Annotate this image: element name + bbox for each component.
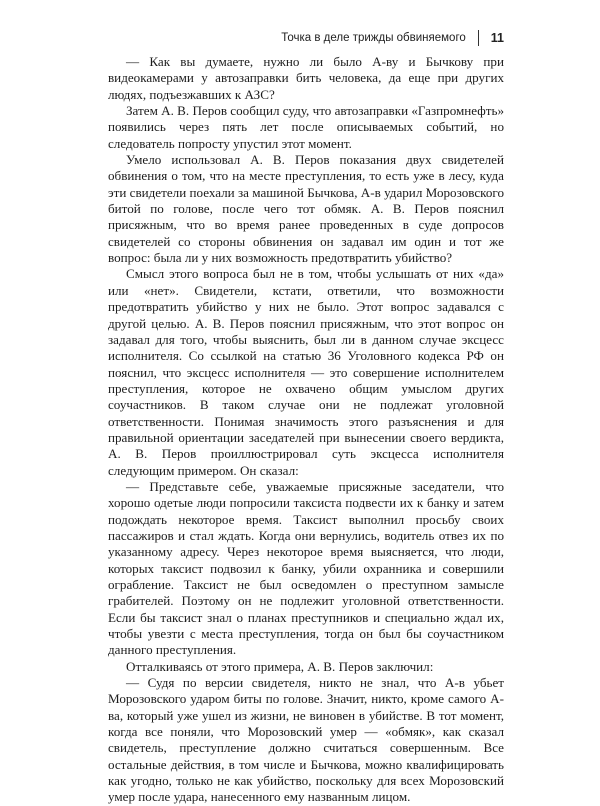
paragraph-1: — Как вы думаете, нужно ли было А-ву и Бычкову при видеокамерами у автозаправки бить человека, да еще при других людях, подъезжавших к АЗС?: [108, 54, 504, 102]
paragraph-5: — Представьте себе, уважаемые присяжные заседатели, что хорошо одетые люди попросили таксиста подвести их к банку и затем подождать некоторое время. Таксист выполнил просьбу своих пассажиров и стал ждать. Когда они вернулись, водитель отвез их по указанному адресу. Через некоторое время выясняется, что люди, которых таксист подвозил к банку, убили охранника и совершили ограбление. Таксист не был осведомлен о преступном замысле грабителей. Поэтому он не подлежит уголовной ответственности. Если бы таксист знал о планах преступников и специально ждал их, чтобы увезти с места преступления, тогда он был бы соучастником данного преступления.: [108, 478, 504, 658]
paragraph-7: — Судя по версии свидетеля, никто не знал, что А-в убьет Морозовского ударом биты по голове. Значит, никто, кроме самого А-ва, который уже ушел из жизни, не виновен в убийстве. В тот момент, когда все поняли, что Морозовский умер — «обмяк», как сказал свидетель, преступление должно считаться совершенным. Все остальные действия, в том числе и Бычкова, можно квалифицировать как угодно, только не как убийство, поскольку для всех Морозовский умер после удара, нанесенного ему названным лицом.: [108, 675, 504, 805]
body-text: [108, 54, 504, 806]
paragraph-4: Смысл этого вопроса был не в том, чтобы услышать от них «да» или «нет». Свидетели, кстати, ответили, что возможности предотвратить убийство у них не было. Этот вопрос задавался с другой целью. А. В. Перов пояснил присяжным, что этот вопрос он задавал для того, чтобы выяснить, был ли в данном случае эксцесс исполнителя. Со ссылкой на статью 36 Уголовного кодекса РФ он пояснил, что эксцесс исполнителя — это совершение исполнителем преступления, которое не охвачено общим умыслом других соучастников. В таком случае они не подлежат уголовной ответственности. Понимая значимость этого разъяснения и для правильной ориентации заседателей при вынесении своего вердикта, А. В. Перов проиллюстрировал суть эксцесса исполнителя следующим примером. Он сказал:: [108, 266, 504, 478]
page-number: 11: [490, 31, 504, 45]
paragraph-6: Отталкиваясь от этого примера, А. В. Перов заключил:: [126, 658, 434, 674]
running-title: Точка в деле трижды обвиняемого: [281, 32, 466, 44]
paragraph-3: Умело использовал А. В. Перов показания двух свидетелей обвинения о том, что на месте преступления, то есть уже в лесу, куда эти свидетели поехали за машиной Бычкова, А-в ударил Морозовского битой по голове, после чего тот обмяк. А. В. Перов пояснил присяжным, что во время ранее проведенных в суде допросов свидетелей со стороны обвинения он задавал им один и тот же вопрос: была ли у них возможность предотвратить убийство?: [108, 152, 504, 266]
paragraph-2: Затем А. В. Перов сообщил суду, что автозаправки «Газпромнефть» появились через пять лет после описываемых событий, но следователь попросту упустил этот момент.: [108, 103, 504, 151]
header-divider: [478, 30, 479, 46]
running-header: [108, 28, 504, 48]
